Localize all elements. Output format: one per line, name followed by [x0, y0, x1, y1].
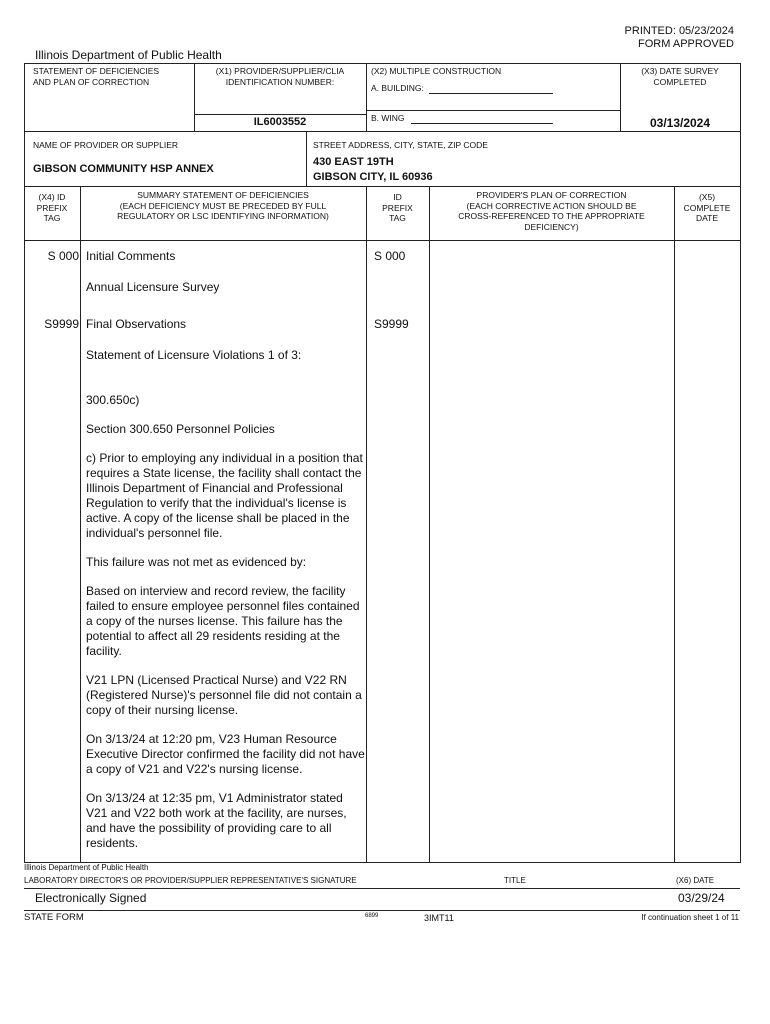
x1-label: (X1) PROVIDER/SUPPLIER/CLIA IDENTIFICATION NUMBER: [215, 66, 345, 87]
paragraph: 300.650c) [86, 393, 140, 407]
paragraph: V21 LPN (Licensed Practical Nurse) and V22 RN (Registered Nurse)'s personnel file did not contain a copy of their nursing license. [86, 673, 362, 717]
state-form-label: STATE FORM [24, 912, 84, 923]
provider-name: GIBSON COMMUNITY HSP ANNEX [33, 163, 214, 175]
x6-label: (X6) DATE [676, 876, 715, 885]
statement-label: STATEMENT OF DEFICIENCIES AND PLAN OF CORRECTION [33, 66, 160, 87]
summary-header: SUMMARY STATEMENT OF DEFICIENCIES (EACH DEFICIENCY MUST BE PRECEDED BY FULL REGULATORY OR LSC IDENTIFYING INFORMATION) [117, 190, 329, 221]
provider-id: IL6003552 [253, 116, 307, 128]
signature-date: 03/29/24 [678, 891, 725, 905]
form-code: 6899 [365, 913, 379, 919]
continuation-sheet: If continuation sheet 1 of 11 [641, 913, 739, 922]
paragraph: Annual Licensure Survey [86, 280, 220, 294]
paragraph: On 3/13/24 at 12:20 pm, V23 Human Resource Executive Director confirmed the facility did not have a copy of V21 and V22's nursing license. [86, 732, 365, 776]
print-header [625, 25, 734, 51]
deficiency-text [86, 249, 365, 851]
paragraph: Based on interview and record review, the facility failed to ensure employee personnel files contained a copy of the nurses license. This failure has the potential to affect all 29 residents residing at the facility. [86, 584, 360, 658]
event-id: 3IMT11 [424, 913, 454, 923]
paragraph: Initial Comments [86, 249, 176, 263]
paragraph: This failure was not met as evidenced by: [86, 555, 307, 569]
wing-label: B. WING [371, 113, 405, 123]
paragraph: On 3/13/24 at 12:35 pm, V1 Administrator stated V21 and V22 both work at the facility, are nurses, and have the possibility of providing care to all residents. [86, 791, 347, 850]
footer-agency: Illinois Department of Public Health [24, 863, 149, 872]
plan-header: PROVIDER'S PLAN OF CORRECTION (EACH CORRECTIVE ACTION SHOULD BE CROSS-REFERENCED TO THE APPROPRIATE DEFICIENCY) [458, 190, 645, 232]
tag-s000-right: S 000 [374, 249, 406, 263]
tag-s000-left: S 000 [47, 249, 79, 263]
title-label: TITLE [504, 876, 526, 885]
form-approved: FORM APPROVED [638, 38, 734, 50]
paragraph: Final Observations [86, 317, 187, 331]
survey-date: 03/13/2024 [649, 116, 711, 130]
building-label: A. BUILDING: [371, 83, 424, 93]
signature-label: LABORATORY DIRECTOR'S OR PROVIDER/SUPPLIER REPRESENTATIVE'S SIGNATURE [24, 876, 357, 885]
tag-s9999-left: S9999 [44, 317, 79, 331]
agency-title: Illinois Department of Public Health [35, 48, 222, 62]
paragraph: Statement of Licensure Violations 1 of 3: [86, 348, 302, 362]
x4-header: (X4) ID PREFIX TAG [36, 192, 68, 223]
signature-value: Electronically Signed [35, 891, 147, 905]
provider-label: NAME OF PROVIDER OR SUPPLIER [33, 140, 178, 150]
tag-s9999-right: S9999 [374, 317, 409, 331]
x2-label: (X2) MULTIPLE CONSTRUCTION [371, 66, 502, 76]
address: 430 EAST 19TH GIBSON CITY, IL 60936 [313, 156, 433, 183]
id-header: ID PREFIX TAG [382, 192, 413, 223]
printed-date: PRINTED: 05/23/2024 [624, 25, 734, 37]
paragraph: Section 300.650 Personnel Policies [86, 422, 275, 436]
paragraph: c) Prior to employing any individual in a position that requires a State license, the facility shall contact the Illinois Department of Financial and Professional Regulation to verify that the individual's license is active. A copy of the license shall be placed in the individual's personnel file. [86, 451, 363, 540]
x3-label: (X3) DATE SURVEY COMPLETED [641, 66, 719, 87]
x5-header: (X5) COMPLETE DATE [683, 192, 731, 223]
address-label: STREET ADDRESS, CITY, STATE, ZIP CODE [313, 140, 488, 150]
